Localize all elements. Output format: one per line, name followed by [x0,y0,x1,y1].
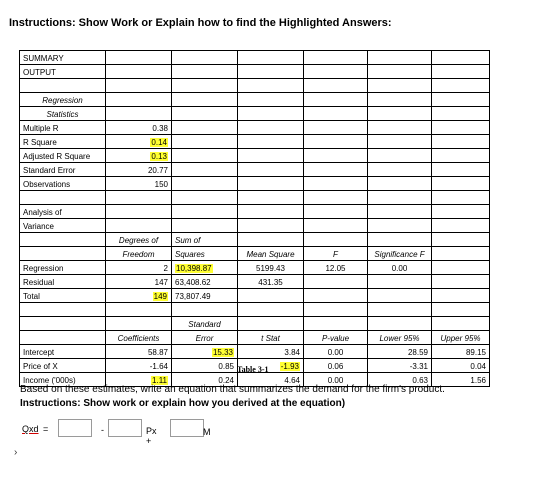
anova-row-label: Total [20,289,106,303]
t-value: 3.84 [238,345,304,359]
df-header: Degrees of [106,233,172,247]
stat-value: 0.38 [106,121,172,135]
upper-value: 89.15 [432,345,490,359]
stat-value: 150 [106,177,172,191]
stat-value: 20.77 [106,163,172,177]
p-value: 0.00 [304,345,368,359]
anova-row-label: Residual [20,275,106,289]
stat-value-highlighted: 0.14 [106,135,172,149]
stat-value-highlighted: 0.13 [106,149,172,163]
anova-heading-2: Variance [20,219,106,233]
stat-label: Standard Error [20,163,106,177]
table-caption: Table 3-1 [237,365,269,374]
anova-row-label: Regression [20,261,106,275]
se-value: 0.85 [172,359,238,373]
m-label: M [203,427,211,437]
anova-sigf: 0.00 [368,261,432,275]
coef-row-label: Price of X [20,359,106,373]
coef-row-label: Income ('000s) [20,373,106,387]
stat-label: Observations [20,177,106,191]
anova-ms: 5199.43 [238,261,304,275]
price-coef-input[interactable] [108,419,142,437]
coef-row-label: Intercept [20,345,106,359]
ss-header-2: Squares [172,247,238,261]
anova-f: 12.05 [304,261,368,275]
coef-value: -1.64 [106,359,172,373]
minus-sign: - [101,425,104,435]
regression-summary-table [19,50,490,387]
ss-header: Sum of [172,233,238,247]
summary-output-label: SUMMARY [20,51,106,65]
t-header: t Stat [238,331,304,345]
coef-value-highlighted: 1.11 [106,373,172,387]
coef-value: 58.87 [106,345,172,359]
anova-ss-highlighted: 10,398.87 [172,261,238,275]
stat-label: R Square [20,135,106,149]
chevron-right-icon: › [14,447,18,458]
stat-label: Multiple R [20,121,106,135]
px-label: Px + [146,426,157,446]
se-value: 0.24 [172,373,238,387]
f-header: F [304,247,368,261]
upper-value: 1.56 [432,373,490,387]
lower-value: -3.31 [368,359,432,373]
p-value: 0.00 [304,373,368,387]
anova-df-highlighted: 149 [106,289,172,303]
t-value-highlighted: -1.93 [238,359,304,373]
equals-sign: = [43,424,49,434]
t-value: 4.64 [238,373,304,387]
upper-header: Upper 95% [432,331,490,345]
intercept-input[interactable] [58,419,92,437]
lower-header: Lower 95% [368,331,432,345]
anova-ss: 63,408.62 [172,275,238,289]
se-header: Standard [172,317,238,331]
instructions-title: Instructions: Show Work or Explain how to find the Highlighted Answers: [9,17,392,29]
ms-header: Mean Square [238,247,304,261]
coef-header: Coefficients [106,331,172,345]
question-text: Based on these estimates, write an equation that summarizes the demand for the firm's product. [20,384,445,395]
instructions-subtitle: Instructions: Show work or explain how you derived at the equation) [20,398,346,409]
lower-value: 28.59 [368,345,432,359]
regression-statistics-heading: Regression [20,93,106,107]
stat-label: Adjusted R Square [20,149,106,163]
qxd-label: Qxd [22,424,39,434]
p-value: 0.06 [304,359,368,373]
regression-statistics-heading-2: Statistics [20,107,106,121]
se-header-2: Error [172,331,238,345]
df-header-2: Freedom [106,247,172,261]
upper-value: 0.04 [432,359,490,373]
anova-df: 147 [106,275,172,289]
sigf-header: Significance F [368,247,432,261]
lower-value: 0.63 [368,373,432,387]
anova-ms: 431.35 [238,275,304,289]
anova-heading: Analysis of [20,205,106,219]
income-coef-input[interactable] [170,419,204,437]
se-value-highlighted: 15.33 [172,345,238,359]
p-header: P-value [304,331,368,345]
anova-ss: 73,807.49 [172,289,238,303]
summary-output-label-2: OUTPUT [20,65,106,79]
anova-df: 2 [106,261,172,275]
